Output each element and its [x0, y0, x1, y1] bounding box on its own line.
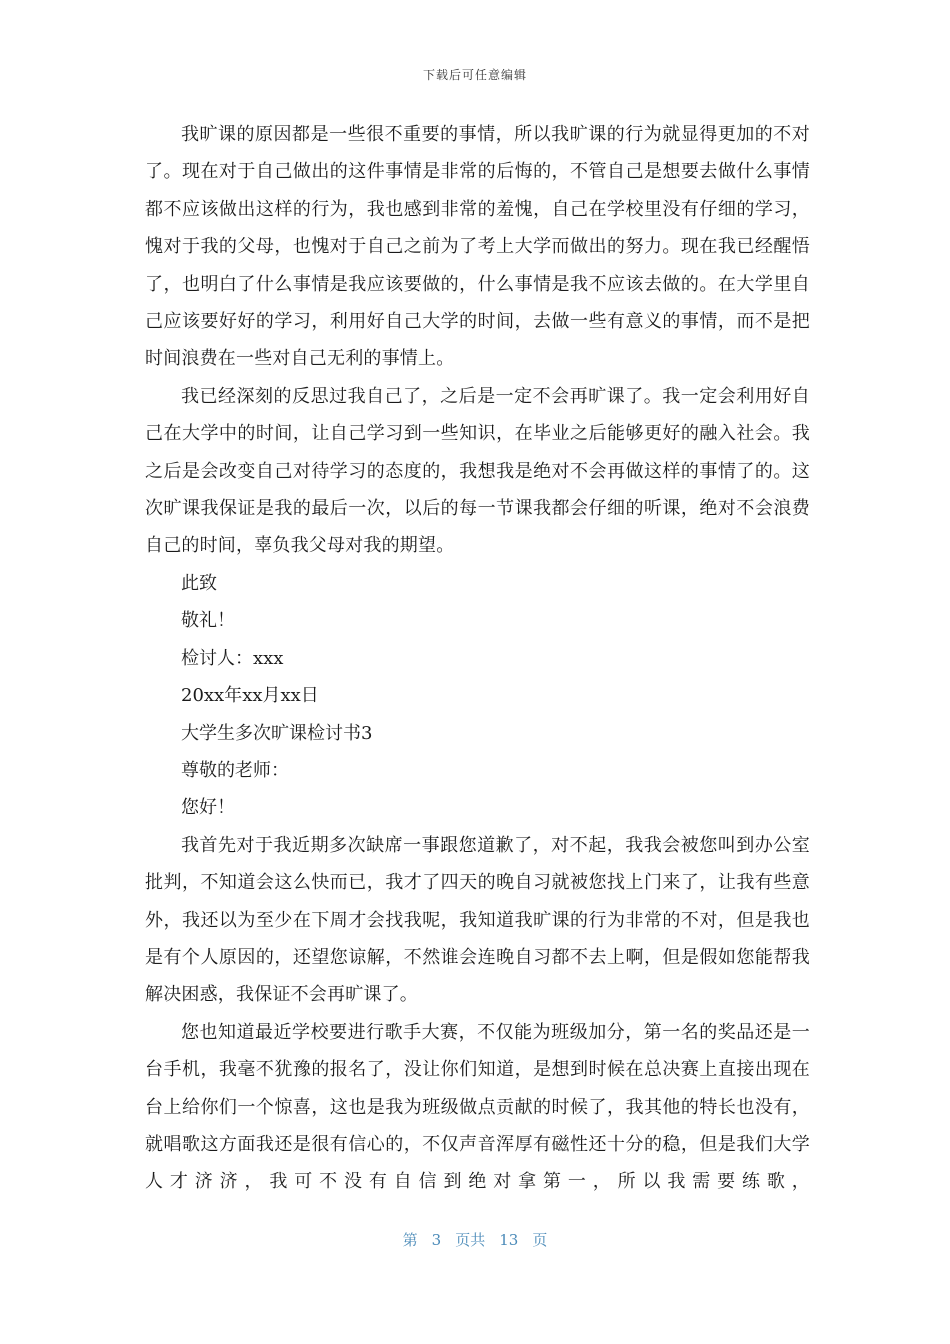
- page-current: 3: [431, 1231, 442, 1249]
- page-label-suffix: 页: [532, 1231, 548, 1249]
- date-line: 20xx年xx月xx日: [181, 685, 319, 707]
- closing-line: 此致: [181, 572, 217, 594]
- paragraph: 我已经深刻的反思过我自己了，之后是一定不会再旷课了。我一定会利用好自己在大学中的时间，让自己学习到一些知识，在毕业之后能够更好的融入社会。我之后是会改变自己对待学习的态度的，我想我是绝对不会再做这样的事情了的。这次旷课我保证是我的最后一次，以后的每一节课我都会仔细的听课，绝对不会浪费自己的时间，辜负我父母对我的期望。: [145, 385, 810, 557]
- paragraph: 我首先对于我近期多次缺席一事跟您道歉了，对不起，我我会被您叫到办公室批判，不知道会这么快而已，我才了四天的晚自习就被您找上门来了，让我有些意外，我还以为至少在下周才会找我呢，我知道我旷课的行为非常的不对，但是我也是有个人原因的，还望您谅解，不然谁会连晚自习都不去上啊，但是假如您能帮我解决困惑，我保证不会再旷课了。: [145, 834, 810, 1006]
- hello-line: 您好！: [181, 797, 235, 819]
- signature-line: 检讨人：xxx: [181, 647, 284, 669]
- paragraph: 您也知道最近学校要进行歌手大赛，不仅能为班级加分，第一名的奖品还是一台手机，我毫不犹豫的报名了，没让你们知道，是想到时候在总决赛上直接出现在台上给你们一个惊喜，这也是我为班级做点贡献的时候了，我其他的特长也没有，就唱歌这方面我还是很有信心的，不仅声音浑厚有磁性还十分的稳，但是我们大学人才济济，我可不没有自信到绝对拿第一，所以我需要练歌，: [145, 1021, 810, 1193]
- page-footer: [0, 1229, 950, 1250]
- greeting-line: 尊敬的老师：: [181, 759, 289, 781]
- page-label-mid: 页共: [455, 1231, 486, 1249]
- salute-line: 敬礼！: [181, 610, 235, 632]
- page-label-prefix: 第: [402, 1231, 418, 1249]
- paragraph: 我旷课的原因都是一些很不重要的事情，所以我旷课的行为就显得更加的不对了。现在对于自己做出的这件事情是非常的后悔的，不管自己是想要去做什么事情都不应该做出这样的行为，我也感到非常的羞愧，自己在学校里没有仔细的学习，愧对于我的父母，也愧对于自己之前为了考上大学而做出的努力。现在我已经醒悟了，也明白了什么事情是我应该要做的，什么事情是我不应该去做的。在大学里自己应该要好好的学习，利用好自己大学的时间，去做一些有意义的事情，而不是把时间浪费在一些对自己无利的事情上。: [145, 124, 810, 370]
- document-body: [145, 116, 810, 1201]
- page-total: 13: [499, 1231, 519, 1249]
- section-title: 大学生多次旷课检讨书3: [181, 722, 373, 744]
- page-header: 下载后可任意编辑: [422, 68, 527, 82]
